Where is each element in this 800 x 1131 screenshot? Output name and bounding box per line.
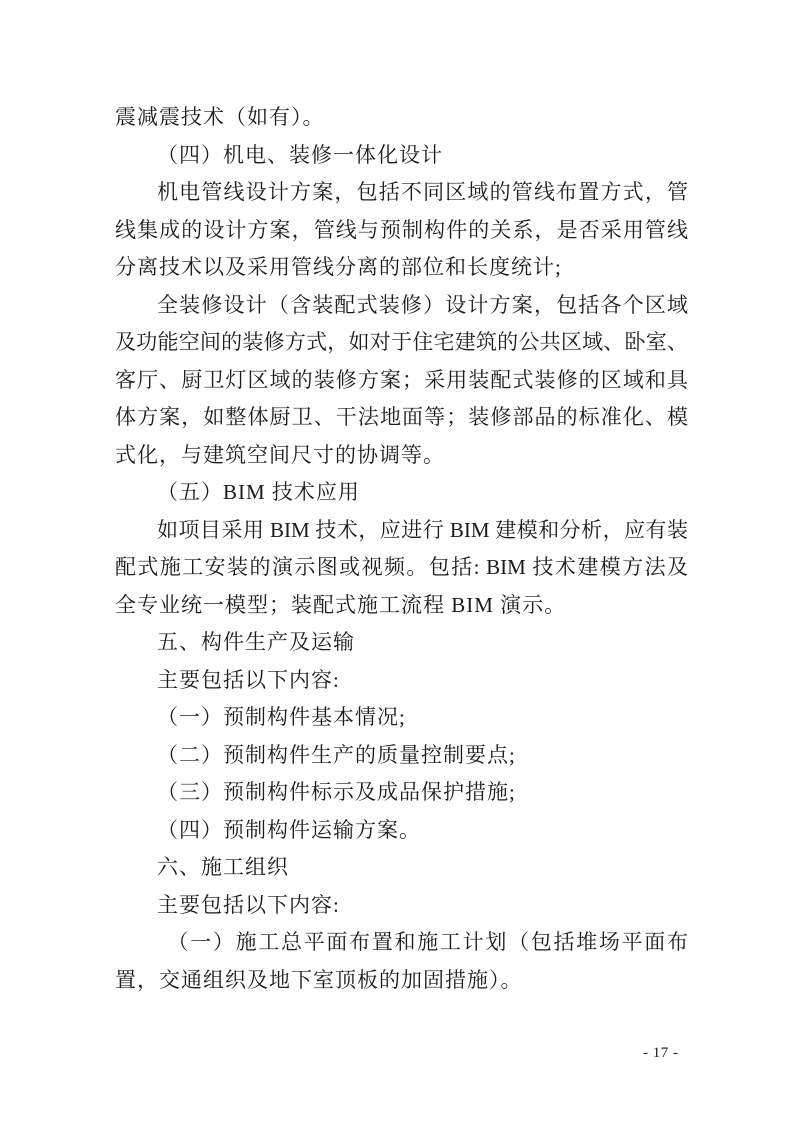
list-item-line: （四）预制构件运输方案。 [157, 817, 421, 842]
list-item-line: （二）预制构件生产的质量控制要点; [157, 742, 516, 767]
section-heading-line: 六、施工组织 [157, 855, 289, 879]
document-text-block [115, 99, 688, 999]
text-line: 主要包括以下内容: [157, 892, 340, 917]
text-line: 机电管线设计方案，包括不同区域的管线布置方式，管 [157, 180, 688, 204]
text-line: 配式施工安装的演示图或视频。包括: BIM 技术建模方法及 [115, 555, 688, 579]
text-line: 全装修设计（含装配式装修）设计方案，包括各个区域 [157, 292, 688, 317]
text-line: 线集成的设计方案，管线与预制构件的关系，是否采用管线 [115, 217, 688, 242]
text-line: （一）施工总平面布置和施工计划（包括堆场平面布 [167, 930, 688, 954]
text-line: 全专业统一模型；装配式施工流程 BIM 演示。 [115, 592, 567, 617]
section-heading-line: （五）BIM 技术应用 [157, 480, 360, 504]
text-line: 式化，与建筑空间尺寸的协调等。 [115, 442, 445, 467]
section-heading-line: （四）机电、装修一体化设计 [157, 142, 443, 167]
list-item-line: （一）预制构件基本情况; [157, 705, 406, 729]
text-line: 如项目采用 BIM 技术，应进行 BIM 建模和分析，应有装 [157, 517, 688, 542]
text-line: 震减震技术（如有）。 [115, 105, 325, 129]
text-line: 客厅、厨卫灯区域的装修方案；采用装配式装修的区域和具 [115, 367, 688, 392]
text-line: 分离技术以及采用管线分离的部位和长度统计; [115, 255, 562, 279]
text-line: 置，交通组织及地下室顶板的加固措施）。 [115, 967, 523, 992]
page-number: - 17 - [643, 1045, 679, 1061]
text-line: 及功能空间的装修方式，如对于住宅建筑的公共区域、卧室、 [115, 330, 688, 354]
text-line: 体方案，如整体厨卫、干法地面等；装修部品的标准化、模 [115, 405, 688, 429]
list-item-line: （三）预制构件标示及成品保护措施; [157, 780, 516, 804]
section-heading-line: 五、构件生产及运输 [157, 630, 355, 654]
text-line: 主要包括以下内容: [157, 667, 340, 692]
